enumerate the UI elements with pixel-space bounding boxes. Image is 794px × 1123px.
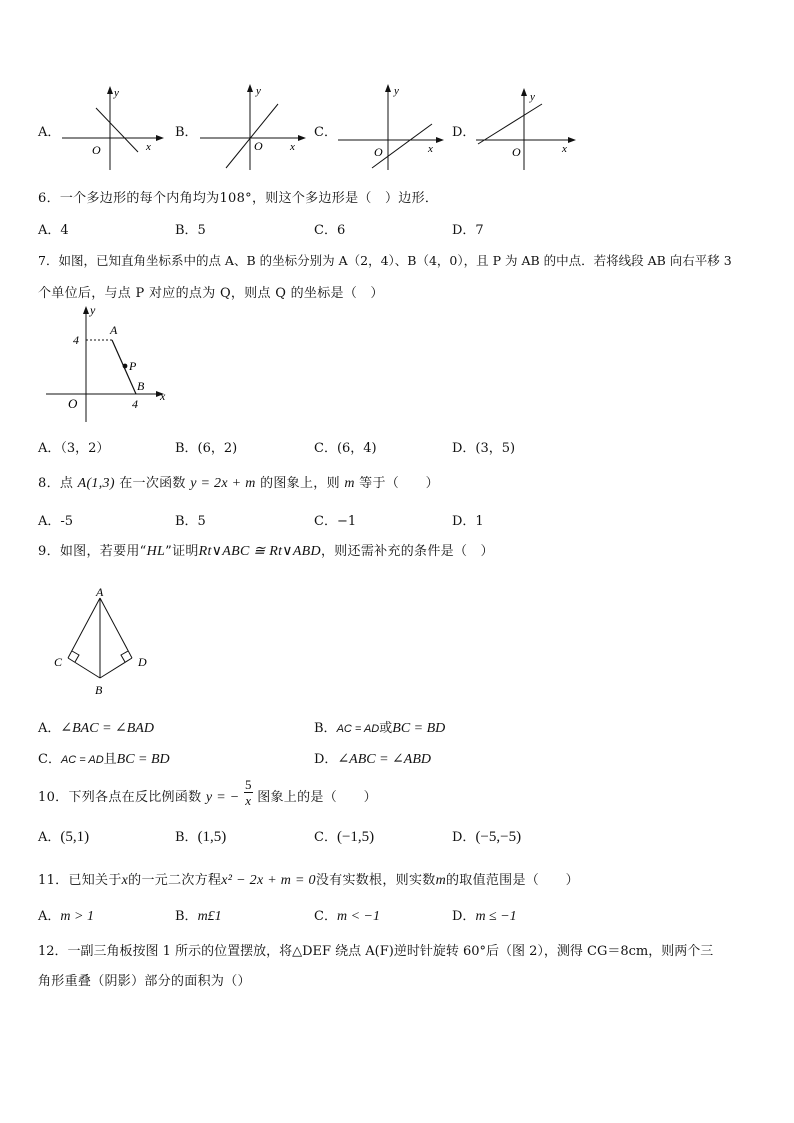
svg-text:y: y xyxy=(256,85,261,97)
q10-question xyxy=(38,777,377,817)
q9-option-a-label: A． xyxy=(38,721,61,736)
q6-question: 6．一个多边形的每个内角均为108°，则这个多边形是（ ）边形． xyxy=(38,191,439,206)
q11-option-c-label: C． xyxy=(314,909,337,924)
q11-option-d-label: D． xyxy=(452,909,476,924)
q7-x-label: x xyxy=(160,389,166,403)
svg-text:x: x xyxy=(562,143,567,155)
svg-text:y: y xyxy=(530,91,535,103)
q8-option-b[interactable]: B．5 xyxy=(175,514,206,529)
q11-option-d[interactable] xyxy=(452,905,517,925)
q9-hl: HL xyxy=(146,544,166,559)
q12-question-line1: 12．一副三角板按图 1 所示的位置摆放，将△DEF 绕点 A(F)逆时针旋转 60°后（图 2），测得 CG＝8cm，则两个三 xyxy=(38,944,714,959)
q11-option-a-value: m > 1 xyxy=(60,909,94,924)
q11-option-b-label: B． xyxy=(175,909,198,924)
svg-text:x: x xyxy=(290,141,295,153)
q9-option-c-and: 且 xyxy=(103,752,117,767)
q11-option-a[interactable] xyxy=(38,905,94,925)
q5-option-a-label: A． xyxy=(38,125,61,140)
q9-option-b-label: B． xyxy=(314,721,337,736)
q9-option-a[interactable] xyxy=(38,717,154,737)
q5-option-c-label: C． xyxy=(314,125,337,140)
q9-option-c-expr2: BC = BD xyxy=(116,752,170,767)
q9-option-d-expr: ∠ABC = ∠ABD xyxy=(337,752,432,767)
q5-graph-b xyxy=(198,80,310,172)
q10-option-b-value: (1,5) xyxy=(197,829,227,845)
svg-text:x: x xyxy=(428,143,433,155)
q5-graph-d xyxy=(474,84,584,174)
q9-option-c[interactable] xyxy=(38,748,170,768)
q11-x: x xyxy=(121,873,129,888)
q9-figure xyxy=(48,582,158,700)
q8-var: m xyxy=(344,476,355,491)
q5-graph-a xyxy=(60,82,170,172)
q9-option-c-label: C． xyxy=(38,752,61,767)
q11-suffix: 的取值范围是（ ） xyxy=(445,873,579,888)
q6-option-a[interactable]: A．4 xyxy=(38,223,69,238)
svg-text:y: y xyxy=(114,87,119,99)
q8-option-a[interactable]: A．-5 xyxy=(38,514,74,529)
q10-fraction xyxy=(244,777,253,808)
q7-tick-x: 4 xyxy=(132,397,138,411)
q10-option-a-value: (5,1) xyxy=(60,829,90,845)
q9-option-b[interactable] xyxy=(314,717,445,737)
q10-denominator: x xyxy=(245,793,252,808)
q11-option-c[interactable] xyxy=(314,905,380,925)
q9-option-d-label: D． xyxy=(314,752,338,767)
q7-question-line2: 个单位后，与点 P 对应的点为 Q，则点 Q 的坐标是（ ） xyxy=(38,286,384,301)
q11-option-c-value: m < −1 xyxy=(336,909,380,924)
q8-question xyxy=(38,472,439,492)
q10-option-a[interactable] xyxy=(38,826,89,846)
q8-suffix: 等于（ ） xyxy=(359,476,439,491)
q9-point-a: A xyxy=(96,585,104,599)
q7-tick-y: 4 xyxy=(73,333,79,347)
q8-mid1: 在一次函数 xyxy=(119,476,186,491)
q11-mid1: 的一元二次方程 xyxy=(128,873,222,888)
q6-option-d[interactable]: D．7 xyxy=(452,223,484,238)
svg-text:y: y xyxy=(394,85,399,97)
q10-func-left: y = − xyxy=(205,790,240,805)
q11-equation: x² − 2x + m = 0 xyxy=(221,873,316,888)
q8-point: A(1,3) xyxy=(77,476,115,491)
q11-option-a-label: A． xyxy=(38,909,61,924)
q5-option-b-label: B． xyxy=(175,125,198,140)
q10-option-c[interactable] xyxy=(314,826,374,846)
q7-option-d[interactable]: D．(3，5) xyxy=(452,441,516,456)
q5-option-d-label: D． xyxy=(452,125,476,140)
q9-option-a-expr: ∠BAC = ∠BAD xyxy=(60,721,154,736)
q7-option-a[interactable]: A．（3，2） xyxy=(38,441,110,456)
q9-question xyxy=(38,540,494,560)
q10-numerator: 5 xyxy=(244,777,252,792)
q9-option-b-expr2: BC = BD xyxy=(392,721,446,736)
q11-prefix: 11．已知关于 xyxy=(38,873,122,888)
q8-option-c[interactable]: C．−1 xyxy=(314,514,357,529)
q8-mid2: 的图象上，则 xyxy=(260,476,340,491)
q9-point-b: B xyxy=(95,683,103,697)
svg-text:x: x xyxy=(146,141,151,153)
q10-option-a-label: A． xyxy=(38,830,61,845)
svg-text:O: O xyxy=(254,139,263,153)
q10-option-b-label: B． xyxy=(175,830,198,845)
q8-prefix: 8．点 xyxy=(38,476,74,491)
q10-option-d-value: (−5,−5) xyxy=(475,829,522,845)
q10-suffix: 图象上的是（ ） xyxy=(257,790,377,805)
q8-function: y = 2x + m xyxy=(190,476,256,491)
q7-origin: O xyxy=(68,396,78,411)
q6-option-b[interactable]: B．5 xyxy=(175,223,206,238)
q7-point-a: A xyxy=(110,323,118,337)
q9-prefix: 9．如图，若要用“ xyxy=(38,544,147,559)
q9-option-c-expr1: AC = AD xyxy=(60,754,104,766)
q10-option-d-label: D． xyxy=(452,830,476,845)
q5-graph-c xyxy=(336,80,448,172)
q9-mid: ”证明 xyxy=(165,544,199,559)
svg-text:O: O xyxy=(512,145,521,159)
q8-option-d[interactable]: D．1 xyxy=(452,514,484,529)
q7-question-line1: 7．如图，已知直角坐标系中的点 A、B 的坐标分别为 A（2，4）、B（4，0），且 P 为 AB 的中点．若将线段 AB 向右平移 3 xyxy=(38,253,732,268)
q7-point-p: P xyxy=(129,359,137,373)
svg-text:O: O xyxy=(374,145,383,159)
q12-question-line2: 角形重叠（阴影）部分的面积为（） xyxy=(38,974,251,989)
q10-option-c-value: (−1,5) xyxy=(336,829,375,845)
q11-option-b-value: m£1 xyxy=(197,909,222,924)
q10-prefix: 10．下列各点在反比例函数 xyxy=(38,790,202,805)
q11-mid2: 没有实数根，则实数 xyxy=(315,873,436,888)
q9-option-d[interactable] xyxy=(314,748,431,768)
q6-option-c[interactable]: C．6 xyxy=(314,223,346,238)
q7-y-label: y xyxy=(90,303,96,317)
q9-expression: Rt∨ABC ≅ Rt∨ABD xyxy=(198,544,321,559)
q7-option-c[interactable]: C．(6，4) xyxy=(314,441,377,456)
q9-point-c: C xyxy=(54,655,63,669)
q9-point-d: D xyxy=(138,655,147,669)
q11-option-b[interactable] xyxy=(175,905,222,925)
q10-option-d[interactable] xyxy=(452,826,521,846)
svg-text:O: O xyxy=(92,143,101,157)
q9-suffix: ，则还需补充的条件是（ ） xyxy=(320,544,494,559)
q11-option-d-value: m ≤ −1 xyxy=(475,909,517,924)
q7-point-b: B xyxy=(137,379,145,393)
q7-option-b[interactable]: B．(6，2) xyxy=(175,441,238,456)
q9-option-b-or: 或 xyxy=(379,721,393,736)
q11-question xyxy=(38,869,579,889)
q7-figure xyxy=(44,300,174,424)
q11-m: m xyxy=(435,873,446,888)
q10-option-b[interactable] xyxy=(175,826,226,846)
q9-option-b-expr1: AC = AD xyxy=(336,723,380,735)
q10-option-c-label: C． xyxy=(314,830,337,845)
